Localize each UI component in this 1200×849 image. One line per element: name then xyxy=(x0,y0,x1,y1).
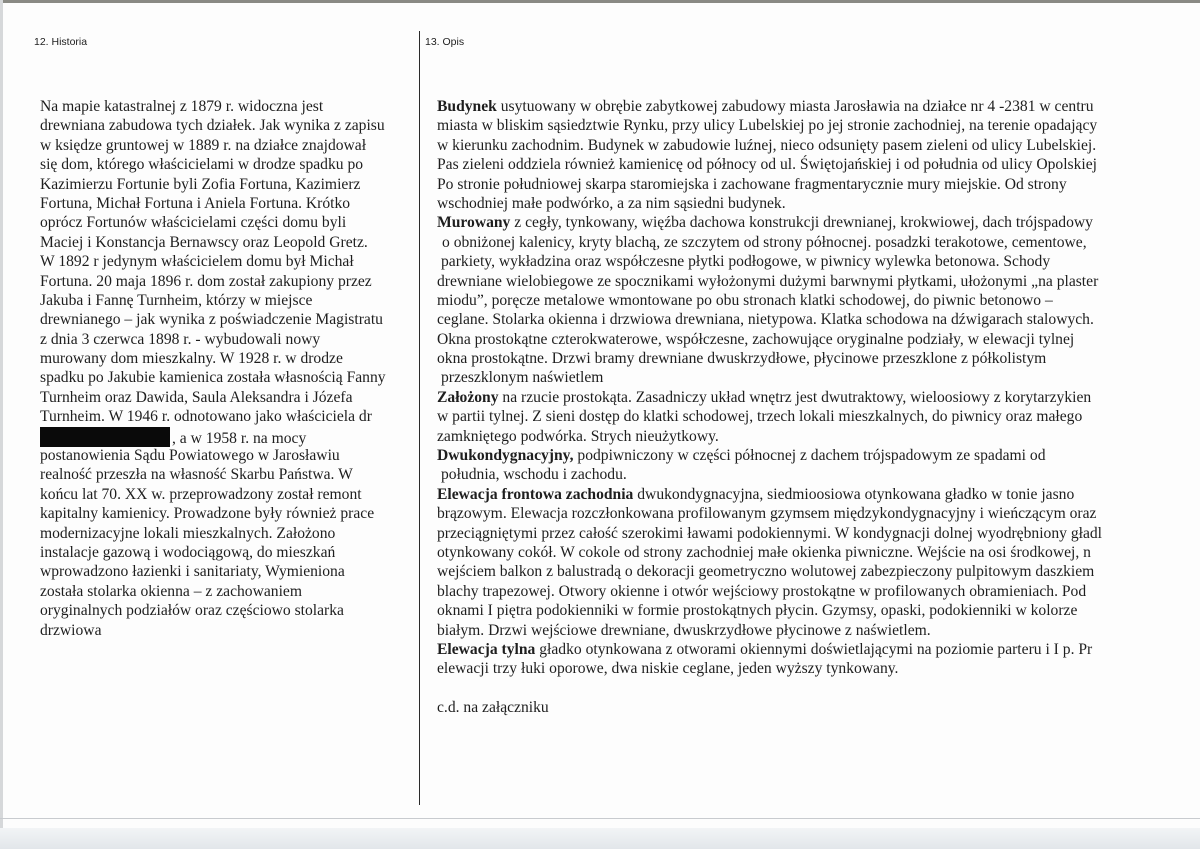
text-line: w kierunku zachodnim. Budynek w zabudowie luźnej, nieco odsunięty pasem zieleni od ulicy Lubelskiej. xyxy=(437,136,1097,154)
opis-text xyxy=(437,97,1200,718)
text-line: oknami I piętra podokienniki w formie prostokątnych płycin. Gzymsy, opaski, podokienniki w kolorze xyxy=(437,602,1078,620)
redaction-bar xyxy=(40,427,170,447)
text-line: Maciej i Konstancja Bernawscy oraz Leopold Gretz. xyxy=(40,233,368,251)
text-line: miodu”, poręcze metalowe wmontowane po obu stronach klatki schodowej, do piwnic betonowo – xyxy=(437,291,1053,309)
text-line: się dom, którego właścicielami w drodze spadku po xyxy=(40,156,364,174)
text-line: miasta w bliskim sąsiedztwie Rynku, przy ulicy Lubelskiej po jej stronie zachodniej, na terenie opadający xyxy=(437,117,1098,135)
text-line: modernizacyjne lokali mieszkalnych. Założono xyxy=(40,524,336,542)
text-line: końcu lat 70. XX w. przeprowadzony został remont xyxy=(40,485,362,503)
text-line: oprócz Fortunów właścicielami części domu byli xyxy=(40,214,347,232)
text-line: realność przeszła na własność Skarbu Państwa. W xyxy=(40,466,353,484)
text-line-redacted xyxy=(40,427,412,446)
text-line: Turnheim. W 1946 r. odnotowano jako właściciela dr xyxy=(40,408,372,426)
text-fragment: na rzucie prostokąta. Zasadniczy układ wnętrz jest dwutraktowy, wieloosiowy z korytarzykien xyxy=(498,388,1092,406)
text-line: kapitalny kamienicy. Prowadzone były również prace xyxy=(40,505,375,523)
text-line: drewnianego – jak wynika z poświadczenie Magistratu xyxy=(40,311,383,329)
paragraph-elewacja-frontowa-first-line xyxy=(437,485,1200,504)
text-line: Po stronie południowej skarpa staromiejska i zachowane fragmentarycznie mury miejskie. Od strony xyxy=(437,175,1067,193)
historia-text xyxy=(40,97,412,640)
text-fragment: z cegły, tynkowany, więźba dachowa konstrukcji drewnianej, krokwiowej, dach trójspadowy xyxy=(510,214,1093,232)
paragraph-zalozony-first-line xyxy=(437,388,1200,407)
text-line: okna prostokątne. Drzwi bramy drewniane dwuskrzydłowe, płycinowe przeszklone z półkolistym xyxy=(437,350,1047,368)
text-line: instalacje gazową i wodociągową, do mieszkań xyxy=(40,543,336,561)
page-bottom-rule xyxy=(0,818,1200,819)
paragraph-murowany-first-line xyxy=(437,213,1200,232)
text-line: Jakuba i Fannę Turnheim, którzy w miejsce xyxy=(40,291,313,309)
text-line: została stolarka okienna – z zachowaniem xyxy=(40,582,302,600)
text-fragment: podpiwniczony w części północnej z dachem trójspadowym ze spadami od xyxy=(573,447,1046,465)
text-line: Na mapie katastralnej z 1879 r. widoczna jest xyxy=(40,98,324,115)
text-line: białym. Drzwi wejściowe drewniane, dwuskrzydłowe płycinowe z naświetlem. xyxy=(437,621,931,639)
text-line: spadku po Jakubie kamienica została własnością Fanny xyxy=(40,369,386,387)
text-line: wejściem balkon z balustradą o dekoracji geometryczno wolutowej zabezpieczony pulpitowym daszkiem xyxy=(437,563,1095,581)
text-fragment: usytuowany w obrębie zabytkowej zabudowy miasta Jarosławia na działce nr 4 -2381 w centru xyxy=(496,98,1094,115)
paragraph-lead: Elewacja frontowa zachodnia xyxy=(437,485,634,503)
text-line: Okna prostokątne czterokwaterowe, współczesne, zachowujące oryginalne podziały, w elewacji tylnej xyxy=(437,330,1075,348)
text-line: drzwiowa xyxy=(40,621,102,639)
text-line: murowany dom mieszkalny. W 1928 r. w drodze xyxy=(40,350,343,368)
text-line: brązowym. Elewacja rozczłonkowana profilowanym gzymsem międzykondygnacyjny i wieńczącym oraz xyxy=(437,505,1097,523)
text-fragment: dwukondygnacyjna, siedmioosiowa otynkowana gładko w tonie jasno xyxy=(633,485,1075,503)
scan-edge-bottom xyxy=(0,828,1200,849)
text-line: wprowadzono łazienki i sanitariaty, Wymieniona xyxy=(40,563,345,581)
text-line: zamkniętego podwórka. Strych nieużytkowy. xyxy=(437,427,719,445)
text-line: postanowienia Sądu Powiatowego w Jarosławiu xyxy=(40,447,340,465)
paragraph-dwukondygnacyjny-first-line xyxy=(437,446,1200,465)
text-line: przeszklonym naświetlem xyxy=(441,369,604,387)
text-line: Kazimierzu Fortunie byli Zofia Fortuna, Kazimierz xyxy=(40,175,361,193)
text-line: Fortuna. 20 maja 1896 r. dom został zakupiony przez xyxy=(40,272,372,290)
text-line: Turnheim oraz Dawida, Saula Aleksandra i Józefa xyxy=(40,388,353,406)
scan-edge-top xyxy=(0,0,1200,3)
text-line: w partii tylnej. Z sieni dostęp do klatki schodowej, trzech lokali mieszkalnych, do piwnicy oraz małego xyxy=(437,408,1083,426)
paragraph-elewacja-tylna-first-line xyxy=(437,640,1200,659)
scan-edge-left xyxy=(0,0,3,849)
text-line: Pas zieleni oddziela również kamienicę od północy od ul. Świętojańskiej i od południa od ulicy Opolskiej xyxy=(437,156,1097,174)
text-fragment: , a w 1958 r. na mocy xyxy=(172,429,307,447)
text-line: przeciągniętymi przez całość szerokimi ławami podokiennymi. W kondygnacji dolnej wyodrębniony gładl xyxy=(437,524,1103,542)
text-line: wschodniej małe podwórko, a za nim sąsiedni budynek. xyxy=(437,194,786,212)
text-line: drewniane wielobiegowe ze spocznikami wyłożonymi dużymi barwnymi płytkami, ułożonymi „na plaster xyxy=(437,272,1099,290)
paragraph-lead: Murowany xyxy=(437,214,511,232)
section-heading-historia: 12. Historia xyxy=(34,36,88,48)
paragraph-budynek-first-line xyxy=(437,97,1200,116)
paragraph-lead: Dwukondygnacyjny, xyxy=(437,447,574,465)
text-line: południa, wschodu i zachodu. xyxy=(441,466,627,484)
text-line: parkiety, wykładzina oraz współczesne płytki podłogowe, w piwnicy wylewka betonowa. Schody xyxy=(441,253,1051,271)
text-line: blachy trapezowej. Otwory okienne i otwór wejściowy prostokątne w profilowanych obramieniach. Pod xyxy=(437,582,1087,600)
continuation-note: c.d. na załączniku xyxy=(437,699,549,717)
text-line: ceglane. Stolarka okienna i drzwiowa drewniana, nietypowa. Klatka schodowa na dźwigarach stalowych. xyxy=(437,311,1094,329)
text-line: oryginalnych podziałów oraz częściowo stolarka xyxy=(40,602,344,620)
text-line: o obniżonej kalenicy, kryty blachą, ze szczytem od strony północnej. posadzki terakotowe, cementowe, xyxy=(437,233,1200,252)
text-line: Fortuna, Michał Fortuna i Aniela Fortuna. Krótko xyxy=(40,194,351,212)
paragraph-lead: Budynek xyxy=(437,98,497,115)
section-heading-opis: 13. Opis xyxy=(425,36,465,48)
column-divider xyxy=(419,31,420,805)
text-line: otynkowany cokół. W cokole od strony zachodniej małe okienka piwniczne. Wejście na osi środkowej, n xyxy=(437,543,1091,561)
spacer xyxy=(437,679,1200,698)
text-line: z dnia 3 czerwca 1898 r. - wybudowali nowy xyxy=(40,330,321,348)
text-line: W 1892 r jedynym właścicielem domu był Michał xyxy=(40,253,354,271)
text-fragment: gładko otynkowana z otworami okiennymi doświetlającymi na poziomie parteru i I p. Pr xyxy=(535,640,1093,658)
paragraph-lead: Założony xyxy=(437,388,499,406)
paragraph-lead: Elewacja tylna xyxy=(437,640,536,658)
text-line: drewniana zabudowa tych działek. Jak wynika z zapisu xyxy=(40,117,385,135)
text-line: w księdze gruntowej w 1889 r. na działce znajdował xyxy=(40,136,367,154)
text-line: elewacji trzy łuki oporowe, dwa niskie ceglane, jeden wyższy tynkowany. xyxy=(437,660,899,678)
